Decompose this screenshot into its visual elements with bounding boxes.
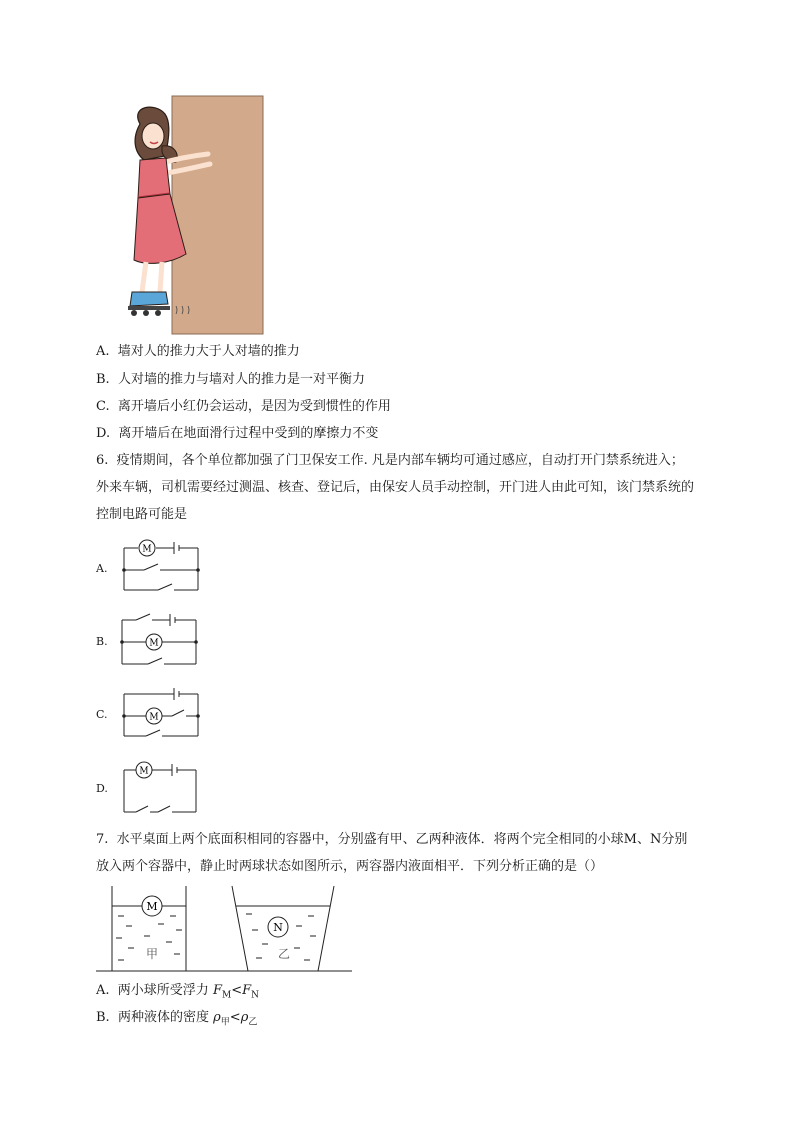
q6-stem: 6. 疫情期间，各个单位都加强了门卫保安工作. 凡是内部车辆均可通过感应，自动打开门禁系统进入；外来车辆，司机需要经过测温、核查、登记后，由保安人员手动控制，开门进人由此可知，该门禁系统的控制电路可能是 <box>96 453 695 522</box>
motor-symbol: M <box>149 712 159 723</box>
q6-option-a-label: A. <box>96 562 108 575</box>
motor-symbol: M <box>139 766 149 777</box>
q6-circuit-b <box>118 610 204 670</box>
q5-option-d: D. 离开墙后在地面滑行过程中受到的摩擦力不变 <box>96 426 379 441</box>
q5-option-b: B. 人对墙的推力与墙对人的推力是一对平衡力 <box>96 372 365 387</box>
q5-option-c: C. 离开墙后小红仍会运动，是因为受到惯性的作用 <box>96 399 391 414</box>
q6-option-c-label: C. <box>96 708 108 721</box>
ball-m-label: M <box>146 900 158 913</box>
q7-containers-figure <box>96 882 356 976</box>
girl-pushing-wall-illustration <box>110 94 270 339</box>
liquid-yi-label: 乙 <box>277 947 291 961</box>
motor-symbol: M <box>142 544 152 555</box>
q6-circuit-c <box>118 684 204 742</box>
q7-stem: 7. 水平桌面上两个底面积相同的容器中，分别盛有甲、乙两种液体．将两个完全相同的小球M、N分别放入两个容器中，静止时两球状态如图所示，两容器内液面相平．下列分析正确的是（） <box>96 832 688 874</box>
q6-circuit-a <box>118 538 204 594</box>
q7-option-a: A. 两小球所受浮力 $F_M<F_N$ <box>96 983 260 1001</box>
ball-n-label: N <box>273 921 283 934</box>
q7-option-b: B. 两种液体的密度 $\rho_甲<\rho_乙$ <box>96 1010 258 1028</box>
q6-option-b-label: B. <box>96 635 108 648</box>
motor-symbol: M <box>149 638 159 649</box>
q6-option-d-label: D. <box>96 782 108 795</box>
q6-circuit-d <box>118 760 204 818</box>
q5-option-a: A. 墙对人的推力大于人对墙的推力 <box>96 344 300 359</box>
liquid-jia-label: 甲 <box>145 947 159 961</box>
